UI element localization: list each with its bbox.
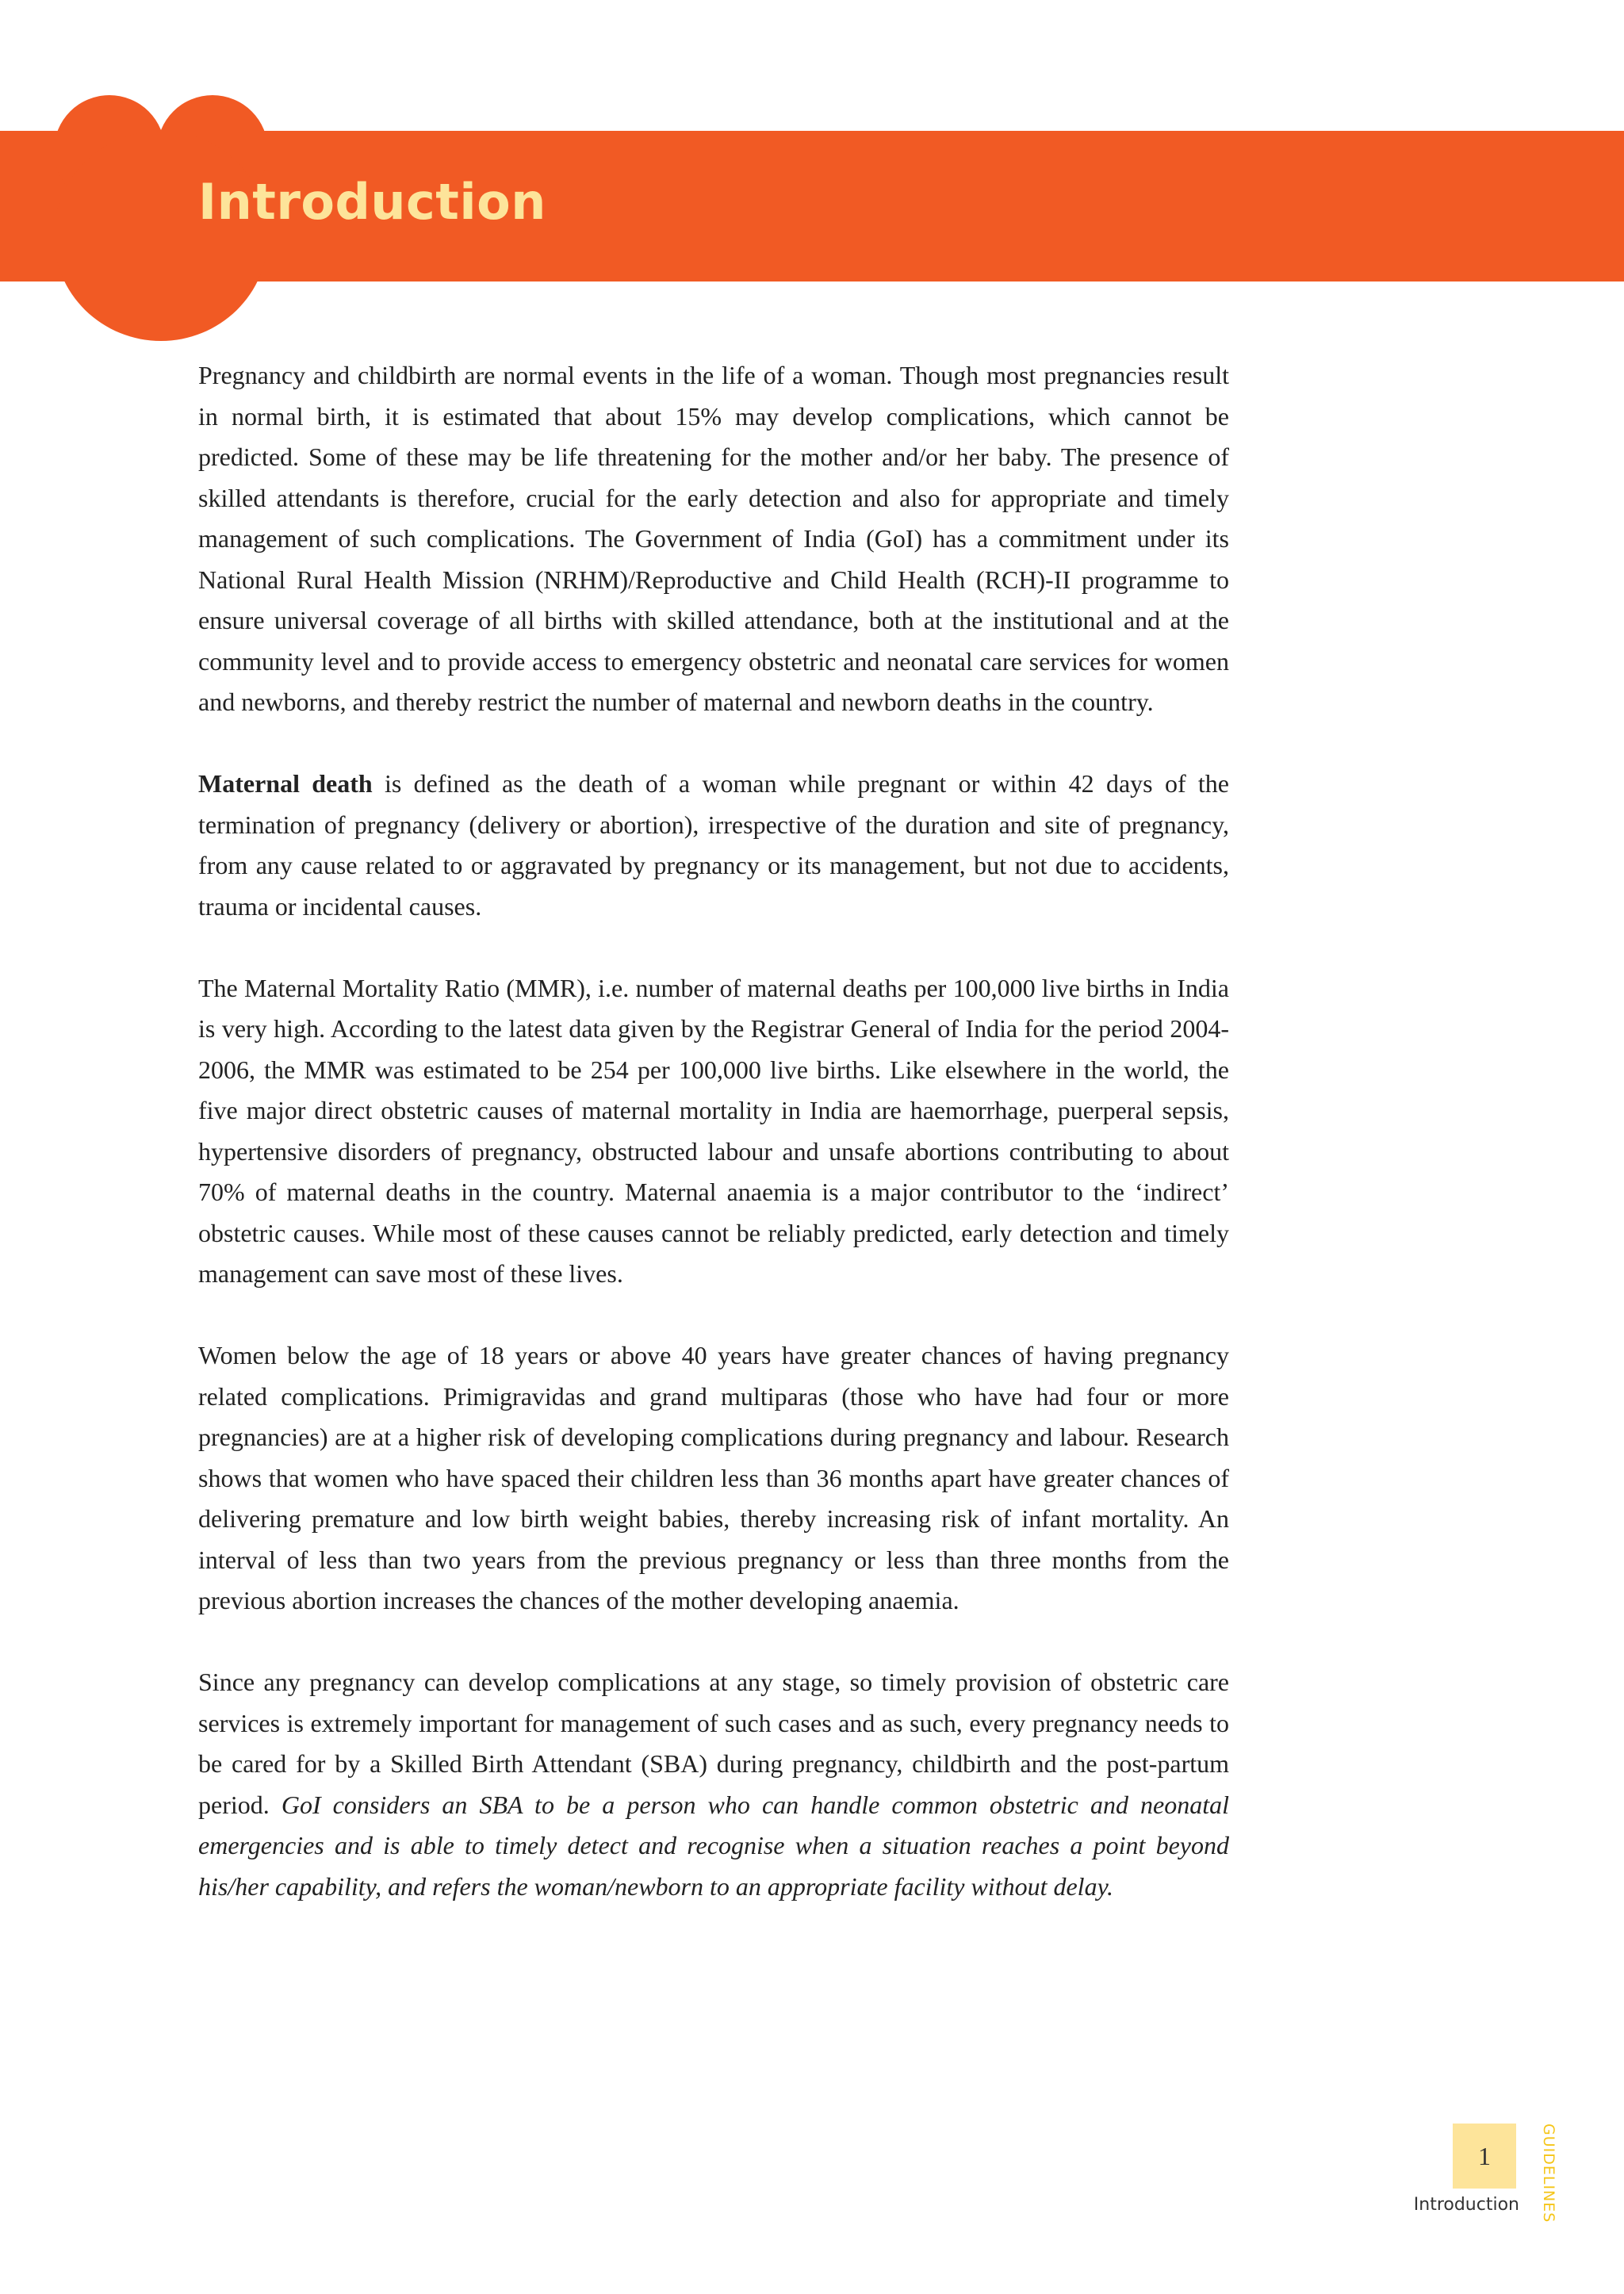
paragraph-maternal-death-text: is defined as the death of a woman while pregnant or within 42 days of the termination of pregnancy (delivery or abortion), irrespective of the duration and site of pregnancy, from any cause related to or aggravated by pregnancy or its management, but not due to accidents, trauma or incidental causes.: [198, 769, 1230, 921]
header-decoration-circle-bottom: [54, 131, 268, 341]
paragraph-intro: Pregnancy and childbirth are normal events in the life of a woman. Though most pregnancies result in normal birth, it is estimated that about 15% may develop complications, which cannot be predicted. Some of these may be life threatening for the mother and/or her baby. The presence of skilled attendants is therefore, crucial for the early detection and also for appropriate and timely management of such complications. The Government of India (GoI) has a commitment under its National Rural Health Mission (NRHM)/Reproductive and Child Health (RCH)-II programme to ensure universal coverage of all births with skilled attendance, both at the institutional and at the community level and to provide access to emergency obstetric and neonatal care services for women and newborns, and thereby restrict the number of maternal and newborn deaths in the country.: [198, 361, 1229, 716]
paragraph-maternal-death: [198, 764, 1229, 927]
body-text: [198, 355, 1229, 1948]
paragraph-risk-factors: Women below the age of 18 years or above 40 years have greater chances of having pregnancy related complications. Primigravidas and grand multiparas (those who have had four or more pregnancies) are at a higher risk of developing complications during pregnancy and labour. Research shows that women who have spaced their children less than 36 months apart have greater chances of delivering premature and low birth weight babies, thereby increasing risk of infant mortality. An interval of less than two years from the previous pregnancy or less than three months from the previous abortion increases the chances of the mother developing anaemia.: [198, 1341, 1229, 1614]
paragraph-sba: [198, 1662, 1229, 1907]
footer-section-label: Introduction: [1413, 2195, 1519, 2215]
sba-definition: GoI considers an SBA to be a person who can handle common obstetric and neonatal emergencies and is able to timely detect and recognise when a situation reaches a point beyond his/her capability, and refers the woman/newborn to an appropriate facility without delay.: [198, 1790, 1230, 1901]
page-number: 1: [1453, 2124, 1516, 2189]
paragraph-sba-text: Since any pregnancy can develop complications at any stage, so timely provision of obstetric care services is extremely important for management of such cases and as such, every pregnancy needs to be cared for by a Skilled Birth Attendant (SBA) during pregnancy, childbirth and the post-partum period.: [198, 1668, 1229, 1819]
side-label-guidelines: GUIDELINES: [1540, 2124, 1557, 2223]
term-maternal-death: Maternal death: [198, 769, 373, 798]
paragraph-mmr: The Maternal Mortality Ratio (MMR), i.e. number of maternal deaths per 100,000 live births in India is very high. According to the latest data given by the Registrar General of India for the period 2004-2006, the MMR was estimated to be 254 per 100,000 live births. Like elsewhere in the world, the five major direct obstetric causes of maternal mortality in India are haemorrhage, puerperal sepsis, hypertensive disorders of pregnancy, obstructed labour and unsafe abortions contributing to about 70% of maternal deaths in the country. Maternal anaemia is a major contributor to the ‘indirect’ obstetric causes. While most of these causes cannot be reliably predicted, early detection and timely management can save most of these lives.: [198, 973, 1229, 1288]
page-title: Introduction: [198, 173, 546, 231]
